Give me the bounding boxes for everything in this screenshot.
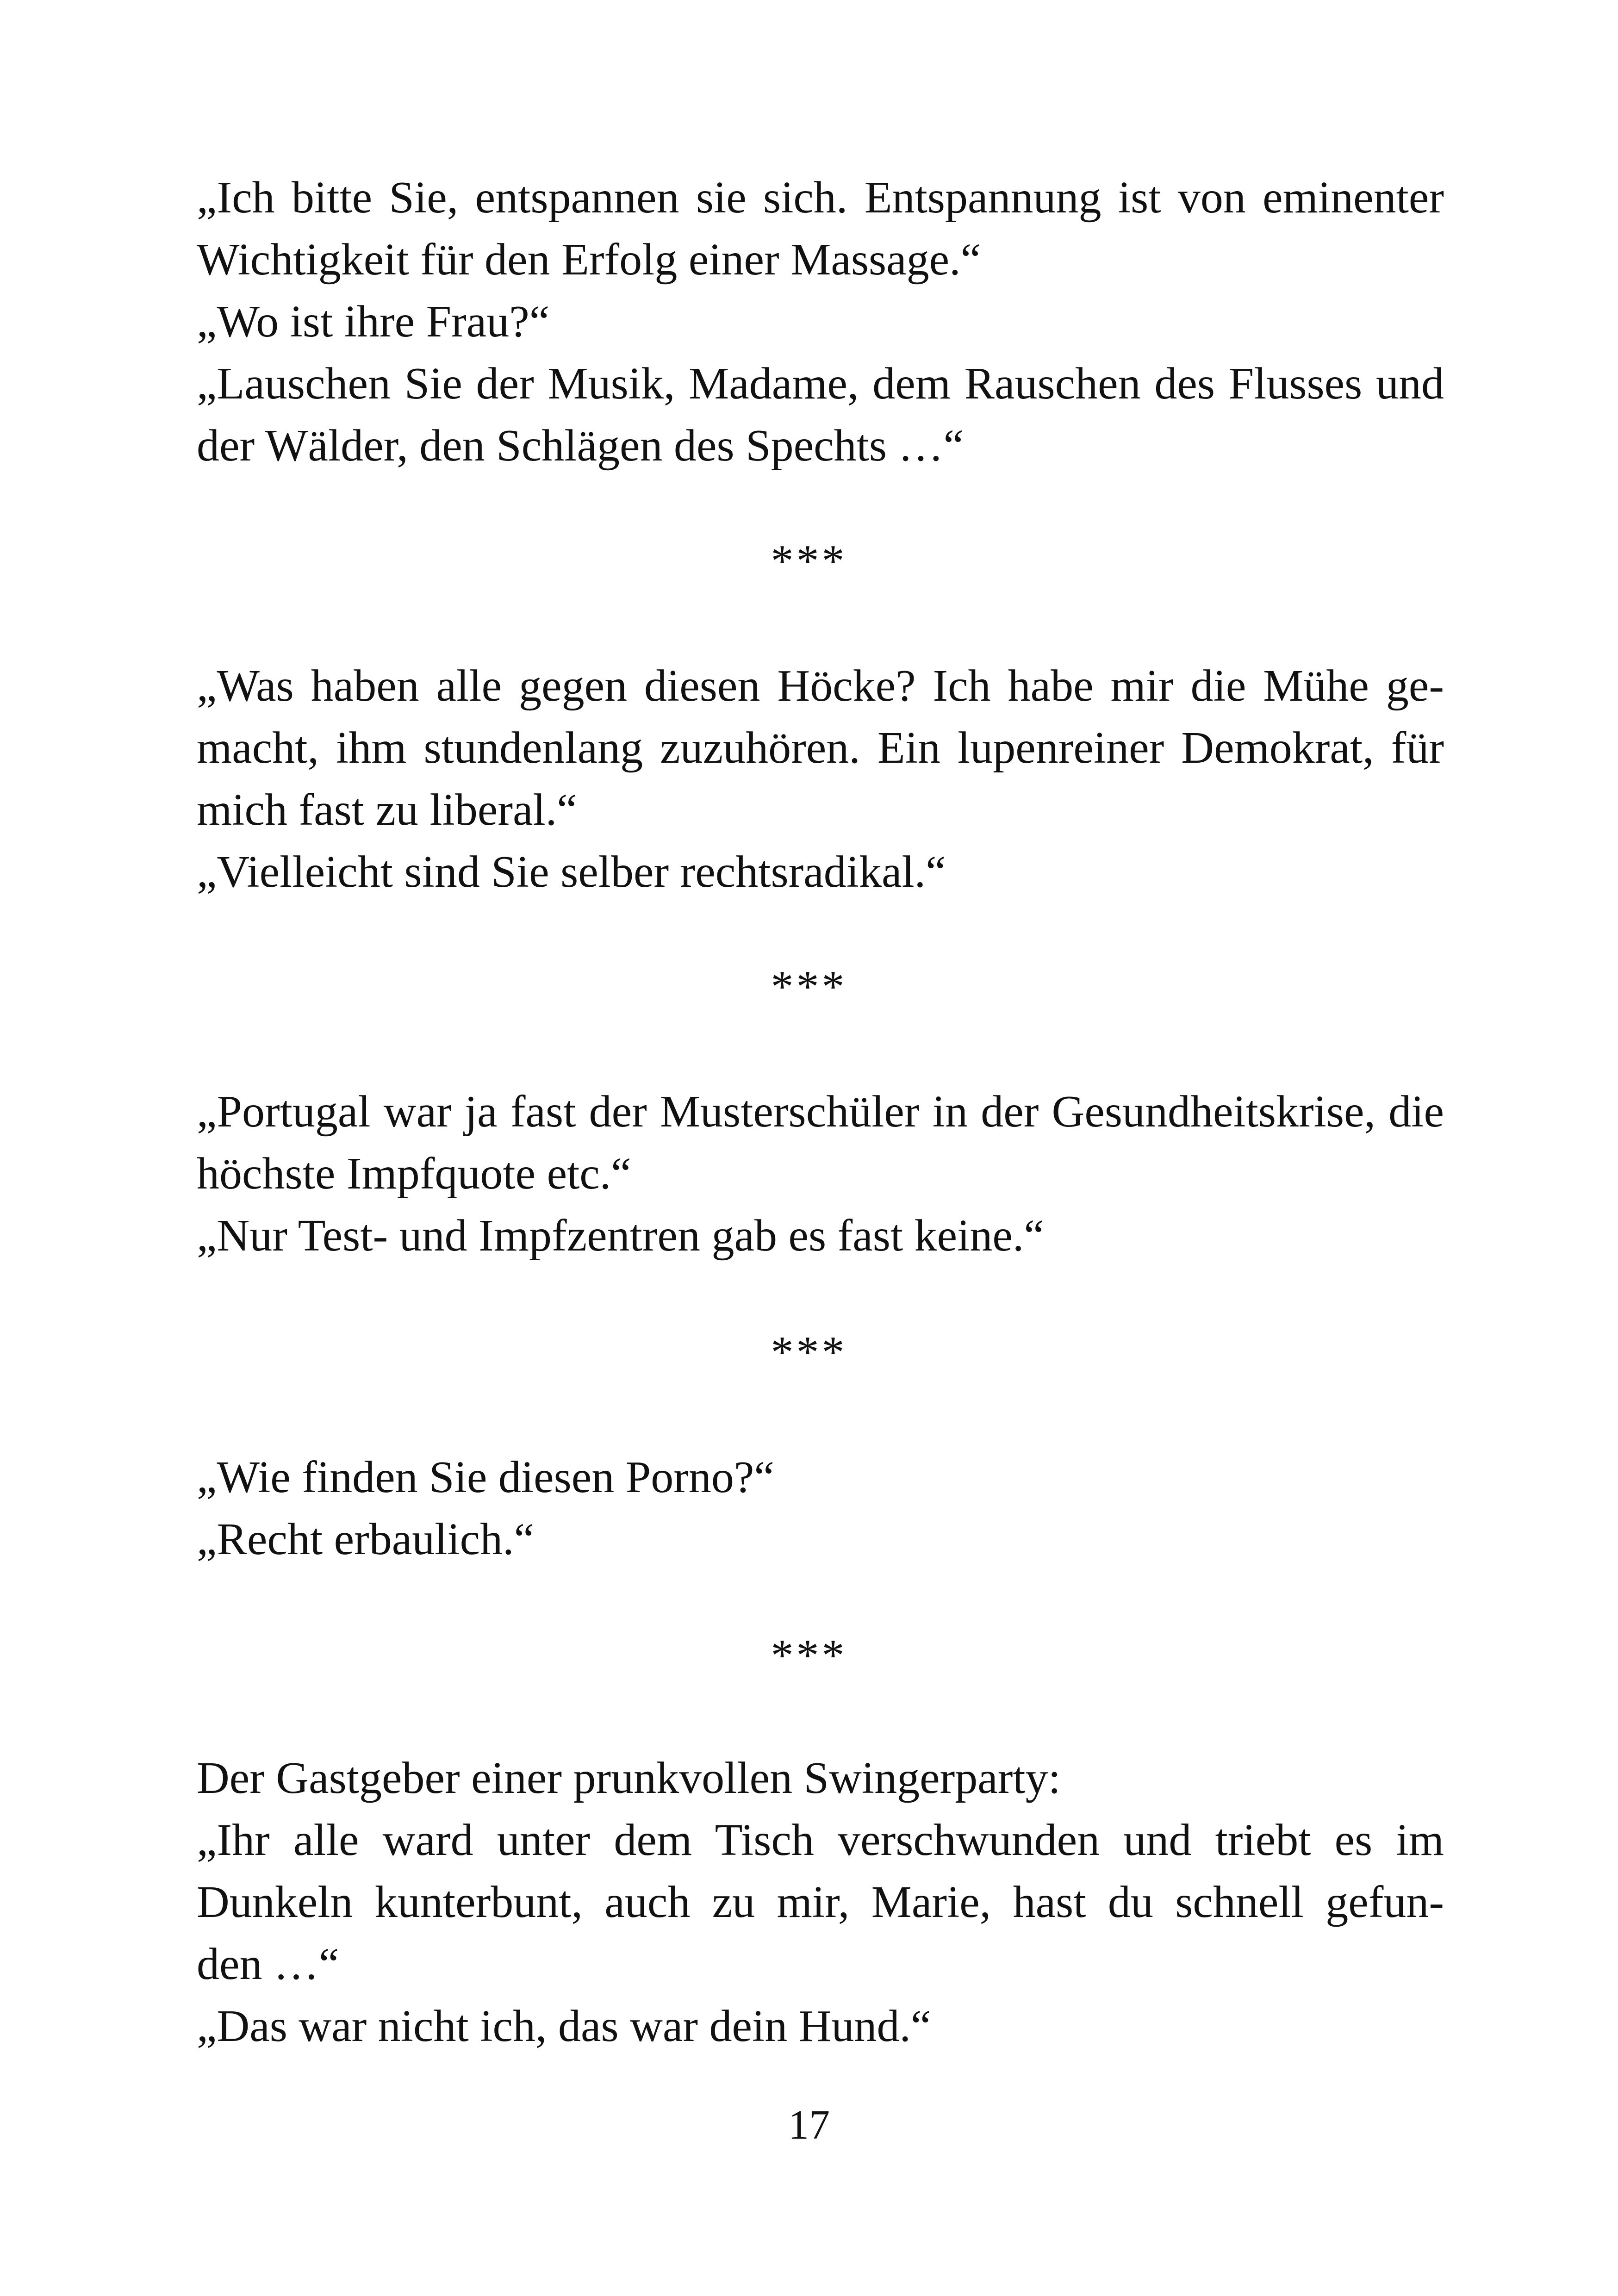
text-line: „Ihr alle ward unter dem Tisch verschwunden und triebt es im xyxy=(197,1815,1444,1865)
text-line: „Was haben alle gegen diesen Höcke? Ich habe mir die Mühe ge- xyxy=(197,661,1444,711)
text-line: der Wälder, den Schlägen des Spechts …“ xyxy=(197,421,964,471)
text-line: macht, ihm stundenlang zuzuhören. Ein lupenreiner Demokrat, für xyxy=(197,723,1444,773)
page-number: 17 xyxy=(788,2102,830,2148)
text-line: „Wie finden Sie diesen Porno?“ xyxy=(197,1452,774,1502)
text-line: Wichtigkeit für den Erfolg einer Massage.“ xyxy=(197,235,981,285)
text-line: „Wo ist ihre Frau?“ xyxy=(197,297,550,347)
section-separator: *** xyxy=(771,1327,847,1377)
dialogue-section-4 xyxy=(197,1446,1444,1570)
text-line: „Portugal war ja fast der Musterschüler in der Gesundheitskrise, die xyxy=(197,1087,1444,1137)
text-line: „Nur Test- und Impfzentren gab es fast keine.“ xyxy=(197,1211,1044,1261)
section-separator: *** xyxy=(771,1630,847,1680)
dialogue-section-2 xyxy=(197,655,1444,903)
section-separator: *** xyxy=(771,536,847,586)
text-line: „Recht erbaulich.“ xyxy=(197,1514,535,1564)
dialogue-section-1 xyxy=(197,167,1444,477)
text-line: mich fast zu liberal.“ xyxy=(197,785,577,835)
text-line: höchste Impfquote etc.“ xyxy=(197,1149,631,1199)
dialogue-section-3 xyxy=(197,1081,1444,1267)
dialogue-section-5 xyxy=(197,1747,1444,2057)
text-line: „Lauschen Sie der Musik, Madame, dem Rauschen des Flusses und xyxy=(197,359,1444,409)
text-line: „Vielleicht sind Sie selber rechtsradikal.“ xyxy=(197,847,946,897)
text-line: „Ich bitte Sie, entspannen sie sich. Entspannung ist von eminenter xyxy=(197,173,1444,223)
text-line: den …“ xyxy=(197,1939,339,1989)
text-line: „Das war nicht ich, das war dein Hund.“ xyxy=(197,2001,931,2051)
text-line: Der Gastgeber einer prunkvollen Swingerparty: xyxy=(197,1753,1061,1803)
section-separator: *** xyxy=(771,962,847,1012)
text-line: Dunkeln kunterbunt, auch zu mir, Marie, hast du schnell gefun- xyxy=(197,1877,1444,1927)
